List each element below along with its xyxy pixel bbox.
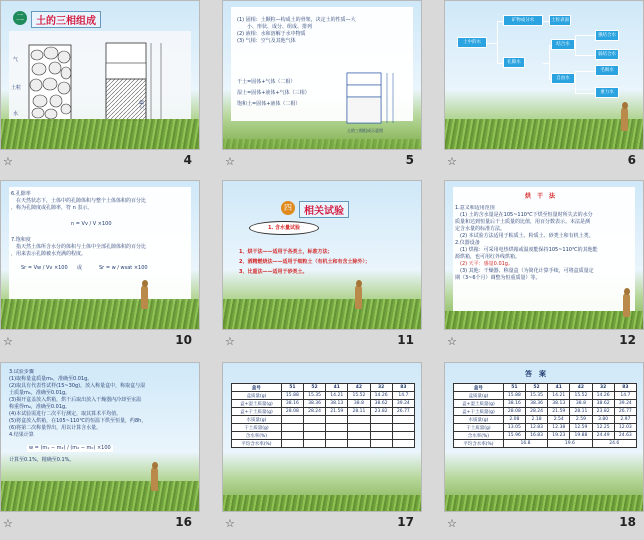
text-line: 2.仪器设备: [455, 240, 480, 246]
text-line: (1) 固相：土颗粒—构成土的骨架，决定土的性质—大: [237, 17, 356, 23]
formula-line: 干土=固体+气体（二相）: [237, 79, 296, 85]
formula-line: 湿土=固体+液体+气体（三相）: [237, 90, 310, 96]
table-row: 含水率(%): [232, 432, 415, 440]
table-row: 干土质量(g) 13.05 12.83 12.38 12.59 12.25 12.03: [454, 424, 637, 432]
slide-image: [222, 362, 422, 512]
diagram-box: 强结合水: [595, 30, 619, 41]
text-line: 7.饱和度: [11, 237, 31, 243]
slide-title: 相关试验: [299, 201, 349, 218]
saturation-formula-2: Sr = w / wsat ×100: [99, 265, 148, 271]
label-water: 水: [13, 111, 19, 117]
footer-text: 计算至0.1%，精确至0.1%。: [9, 457, 75, 463]
text-line: 4.结果计算: [9, 432, 34, 438]
text-line: 土质量m₁，准确至0.01g。: [9, 390, 71, 396]
text-line: 定含水量的标准方法。: [455, 226, 506, 232]
slide-number: 5: [405, 153, 414, 167]
slide-number: 4: [183, 153, 192, 167]
diagram-box-root: 土中的水: [457, 37, 487, 48]
text-line: (4)本试验需进行二次平行测定，取其算术平均值。: [9, 411, 122, 417]
table-row-average: 平均含水率(%) 16.8 19.6 24.6: [454, 440, 637, 448]
text-line: 指天然土体所含水分的体积与土体中全部孔隙体积的百分比: [11, 244, 147, 250]
diagram-box: 矿物成分水: [503, 15, 543, 26]
slide-image: [444, 0, 644, 150]
slide-transition-icon[interactable]: ☆: [447, 335, 457, 348]
slide-transition-icon[interactable]: ☆: [3, 155, 13, 168]
table-header-row: 盒号 51 52 41 42 32 83: [454, 384, 637, 392]
text-line: (3) 其他：干燥器、称量盒（为简化计算手续，可将盒质量定: [455, 268, 594, 274]
table-row: 盒+湿土质量(g) 38.16 38.36 38.13 38.8 38.62 39.24: [454, 400, 637, 408]
method-line: 2、酒精燃烧法——适用于细粒土（有机土和有含土除外）；: [239, 259, 370, 265]
table-row: 干土质量(g): [232, 424, 415, 432]
text-line: ，称为孔隙度或孔隙率，符 n 表示。: [11, 205, 93, 211]
text-line: (1) 土的含水量是在105~110℃下烘至恒量时所失去的水分: [455, 212, 593, 218]
formula-line: 饱和土=固体+液体（二相）: [237, 101, 301, 107]
figure-caption: 土的三相组成示意图: [347, 128, 383, 133]
porosity-formula: n = Vv / V ×100: [71, 221, 112, 227]
text-line: (6)将第二次称量得出，用以计算含水量。: [9, 425, 102, 431]
slide-image: [444, 362, 644, 512]
text-line-highlight: (2) 天平：感量0.01g。: [455, 261, 513, 267]
formula-or: 或: [77, 265, 83, 271]
text-line: 3.试验步骤: [9, 369, 34, 375]
text-line: 1.意义和适用范围: [455, 205, 495, 211]
text-line: 小、形状、成分、组成、排列: [237, 24, 313, 30]
text-line: 称重得m₂，准确至0.01g。: [9, 404, 71, 410]
text-line: (1) 烘箱：可采用电热烘箱或温度能保持105~110℃的其他能: [455, 247, 598, 253]
three-phase-diagram: [11, 35, 186, 125]
text-line: 6.孔隙率: [11, 191, 31, 197]
table-row: 盒+湿土质量(g) 38.16 38.36 38.13 38.8 38.62 39.24: [232, 400, 415, 408]
slide-number: 17: [397, 515, 414, 529]
diagram-box: 孔隙水: [503, 57, 525, 68]
diagram-box: 土粒表面: [549, 15, 571, 26]
diagram-box: 结合水: [551, 39, 575, 50]
slide-image: [0, 180, 200, 330]
table-row: 水质量(g): [232, 416, 415, 424]
diagram-box: 弱结合水: [595, 49, 619, 60]
slide-heading: 烘 干 法: [525, 193, 556, 200]
slide-number: 11: [397, 333, 414, 347]
slide-image: [0, 362, 200, 512]
text-line: (2) 液相：水和溶解于水中物质: [237, 31, 306, 37]
slide-transition-icon[interactable]: ☆: [447, 517, 457, 530]
slide-transition-icon[interactable]: ☆: [225, 335, 235, 348]
label-particle-2: 土粒: [139, 99, 146, 110]
slide-transition-icon[interactable]: ☆: [3, 517, 13, 530]
section-badge: 二: [13, 11, 27, 25]
text-line: 期（3~6个月）调整为恒重质量）等。: [455, 275, 541, 281]
table-header-row: 盒号 51 52 41 42 32 83: [232, 384, 415, 392]
diagram-box: 重力水: [595, 87, 619, 98]
table-row: 含水率(%) 15.96 16.83 19.23 19.88 24.49 24.63: [454, 432, 637, 440]
slide-number: 18: [619, 515, 636, 529]
slide-image: [222, 180, 422, 330]
text-line: (3) 气相：空气及其他气体: [237, 38, 296, 44]
diagram-box: 自由水: [551, 73, 575, 84]
slide-number: 6: [627, 153, 636, 167]
saturation-formula-1: Sr = Vw / Vv ×100: [21, 265, 68, 271]
label-gas: 气: [13, 57, 19, 63]
table-row: 盒+干土质量(g) 28.08 28.24 21.59 28.11 23.82 26.77: [232, 408, 415, 416]
slide-image: [222, 0, 422, 150]
slide-transition-icon[interactable]: ☆: [225, 517, 235, 530]
data-table: [231, 383, 415, 448]
slide-transition-icon[interactable]: ☆: [447, 155, 457, 168]
text-line: (1)取称量盒质量m₀，准确至0.01g。: [9, 376, 93, 382]
table-row: 盒质量(g) 15.88 15.35 14.21 15.52 14.26 14.7: [454, 392, 637, 400]
method-line: 1、烘干法——适用于各类土，标准方法；: [239, 249, 333, 255]
phase-diagram: [341, 71, 401, 131]
slide-title: 土的三相组成: [31, 11, 101, 28]
slide-transition-icon[interactable]: ☆: [3, 335, 13, 348]
slide-image: [444, 180, 644, 330]
text-line: (5)将盒放入烘箱，在105~110℃的恒温下烘至恒量，约8h，: [9, 418, 147, 424]
label-particle: 土粒: [11, 85, 22, 91]
slide-number: 10: [175, 333, 192, 347]
text-line: (2) 本试验方法适用于粘质土、粉质土、砂类土和有机土类。: [455, 233, 594, 239]
text-line: 在天然状态下，土体中的孔隙体积与整个土体体积的百分比: [11, 198, 147, 204]
text-line: ，用来表示孔隙被水充满的程度。: [11, 251, 87, 257]
method-line: 3、比重法——适用于砂类土。: [239, 269, 308, 275]
slide-transition-icon[interactable]: ☆: [225, 155, 235, 168]
answer-table: [453, 383, 637, 448]
text-line: 源烘箱，也可用红外线烘箱。: [455, 254, 521, 260]
result-formula: w = (m₁ − m₂) / (m₂ − m₀) ×100: [29, 445, 111, 451]
table-row: 盒+干土质量(g) 28.08 28.24 21.59 28.11 23.82 26.77: [454, 408, 637, 416]
slide-number: 12: [619, 333, 636, 347]
table-row: 盒质量(g) 15.88 15.35 14.21 15.52 14.26 14.7: [232, 392, 415, 400]
slide-image: [0, 0, 200, 150]
table-row: 平均含水率(%): [232, 440, 415, 448]
text-line: (3)揭开盒盖放入烘箱，烘干后取出放入干燥器内冷却至室温: [9, 397, 142, 403]
diagram-box: 毛细水: [595, 65, 619, 76]
table-row: 水质量(g) 2.08 2.18 2.54 2.59 3.80 2.97: [454, 416, 637, 424]
text-line: (2)取具有代表性试样(15~30g)，放入称量盒中，称取盒与湿: [9, 383, 146, 389]
test-oval: 1. 含水量试验: [249, 221, 319, 235]
section-badge: 四: [281, 201, 295, 215]
slide-heading: 答 案: [525, 370, 546, 378]
text-line: 质量和达到恒量后干土质量的比值，用百分数表示。本法是测: [455, 219, 591, 225]
slide-number: 16: [175, 515, 192, 529]
